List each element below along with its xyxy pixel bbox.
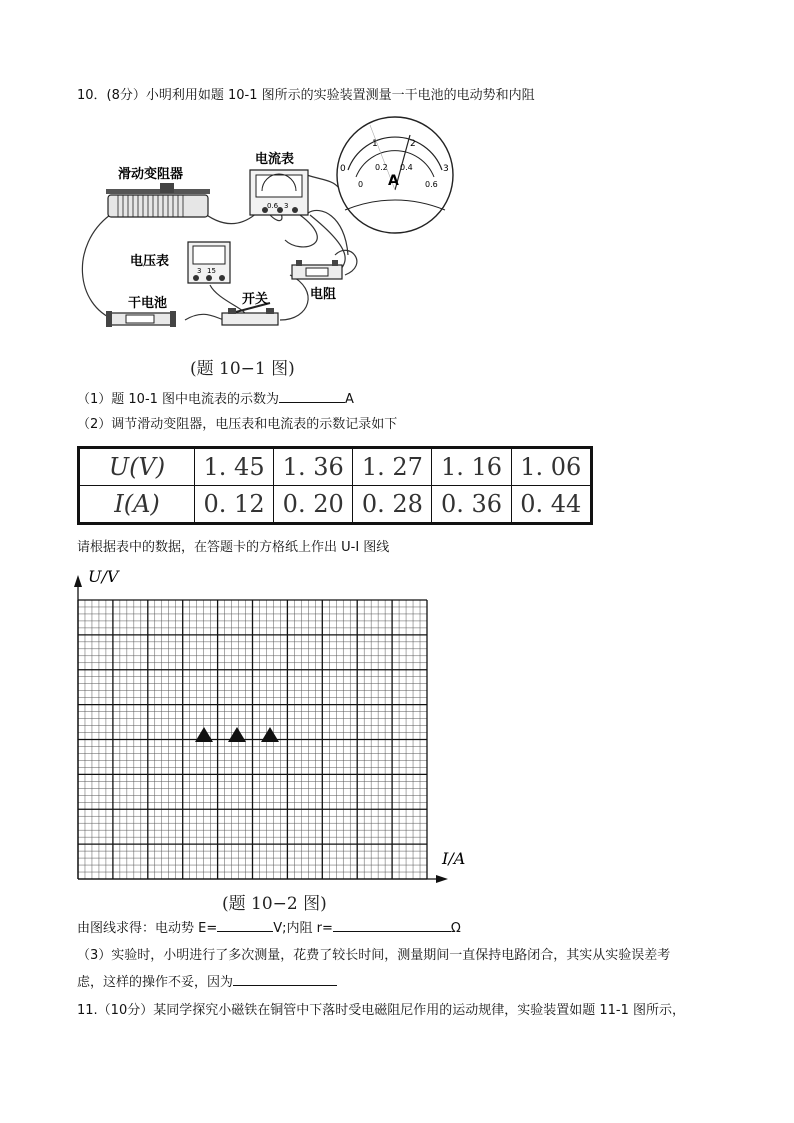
x-axis-arrow <box>436 875 448 883</box>
table-row-u <box>79 448 592 486</box>
ammeter-terminal-06: 0.6 <box>267 202 279 210</box>
table-header-i: I(A) <box>79 486 195 524</box>
part3-line2 <box>77 973 337 991</box>
graph-paper <box>60 565 480 885</box>
result-emf-text: 由图线求得：电动势 E= <box>77 921 218 936</box>
part1-line <box>77 390 354 408</box>
y-axis-arrow <box>74 575 82 587</box>
dial-inner-0: 0 <box>358 180 364 189</box>
dial-outer-2: 2 <box>410 139 416 149</box>
triangle-marker <box>195 727 213 742</box>
part3-line1: （3）实验时，小明进行了多次测量，花费了较长时间，测量期间一直保持电路闭合，其实从实验误差考 <box>77 948 671 963</box>
triangle-marker <box>261 727 279 742</box>
rheostat-drawing <box>106 183 210 217</box>
voltmeter-terminal-15: 15 <box>207 267 216 275</box>
part1-text: （1）题 10-1 图中电流表的示数为 <box>77 392 280 407</box>
table-cell: 1. 06 <box>511 448 591 486</box>
apparatus-figure <box>70 115 490 345</box>
table-cell: 1. 36 <box>274 448 353 486</box>
part3-answer-blank[interactable] <box>233 973 337 986</box>
fig2-caption: (题 10−2 图) <box>222 894 327 914</box>
emf-answer-blank[interactable] <box>217 919 273 932</box>
part1-unit: A <box>345 392 354 407</box>
voltmeter-terminal-3: 3 <box>197 267 202 275</box>
data-table <box>77 446 593 525</box>
table-row-i <box>79 486 592 524</box>
dial-inner-06: 0.6 <box>425 180 438 189</box>
ammeter-terminal-3: 3 <box>284 202 289 210</box>
dial-unit: A <box>388 173 399 189</box>
y-axis-label: U/V <box>88 567 119 586</box>
result-r-text: V;内阻 r= <box>273 921 333 936</box>
part1-answer-blank[interactable] <box>279 390 345 403</box>
table-cell: 1. 45 <box>195 448 274 486</box>
table-cell: 0. 36 <box>432 486 511 524</box>
dial-outer-0: 0 <box>340 164 346 174</box>
table-cell: 0. 44 <box>511 486 591 524</box>
ammeter-drawing <box>250 170 308 215</box>
table-cell: 1. 27 <box>353 448 432 486</box>
table-cell: 0. 28 <box>353 486 432 524</box>
part2-line: （2）调节滑动变阻器，电压表和电流表的示数记录如下 <box>77 417 398 432</box>
resistance-answer-blank[interactable] <box>333 919 451 932</box>
triangle-marker <box>228 727 246 742</box>
plot-instruction: 请根据表中的数据，在答题卡的方格纸上作出 U-I 图线 <box>77 540 390 555</box>
table-header-u: U(V) <box>79 448 195 486</box>
battery-drawing <box>106 311 176 327</box>
dial-outer-1: 1 <box>372 139 378 149</box>
fig1-caption: (题 10−1 图) <box>190 359 295 379</box>
rheostat-label: 滑动变阻器 <box>118 167 184 182</box>
table-cell: 0. 12 <box>195 486 274 524</box>
voltmeter-drawing <box>188 242 230 283</box>
dial-inner-02: 0.2 <box>375 163 388 172</box>
ammeter-label: 电流表 <box>255 152 295 167</box>
part3-line2-text: 虑，这样的操作不妥，因为 <box>77 975 234 990</box>
result-line <box>77 919 461 937</box>
x-axis-label: I/A <box>442 849 466 868</box>
q10-intro: 10．(8分）小明利用如题 10-1 图所示的实验装置测量一干电池的电动势和内阻 <box>77 88 535 103</box>
ohm-unit: Ω <box>450 921 461 936</box>
table-cell: 1. 16 <box>432 448 511 486</box>
dial-outer-3: 3 <box>443 164 449 174</box>
resistor-drawing <box>292 260 342 279</box>
q11-text: 11.（10分）某同学探究小磁铁在铜管中下落时受电磁阻尼作用的运动规律，实验装置如题 11-1 图所示， <box>77 1003 685 1018</box>
voltmeter-label: 电压表 <box>130 254 170 269</box>
table-cell: 0. 20 <box>274 486 353 524</box>
battery-label: 干电池 <box>128 296 168 311</box>
resistor-label: 电阻 <box>310 287 337 302</box>
dial-inner-04: 0.4 <box>400 163 413 172</box>
switch-label: 开关 <box>242 292 269 307</box>
